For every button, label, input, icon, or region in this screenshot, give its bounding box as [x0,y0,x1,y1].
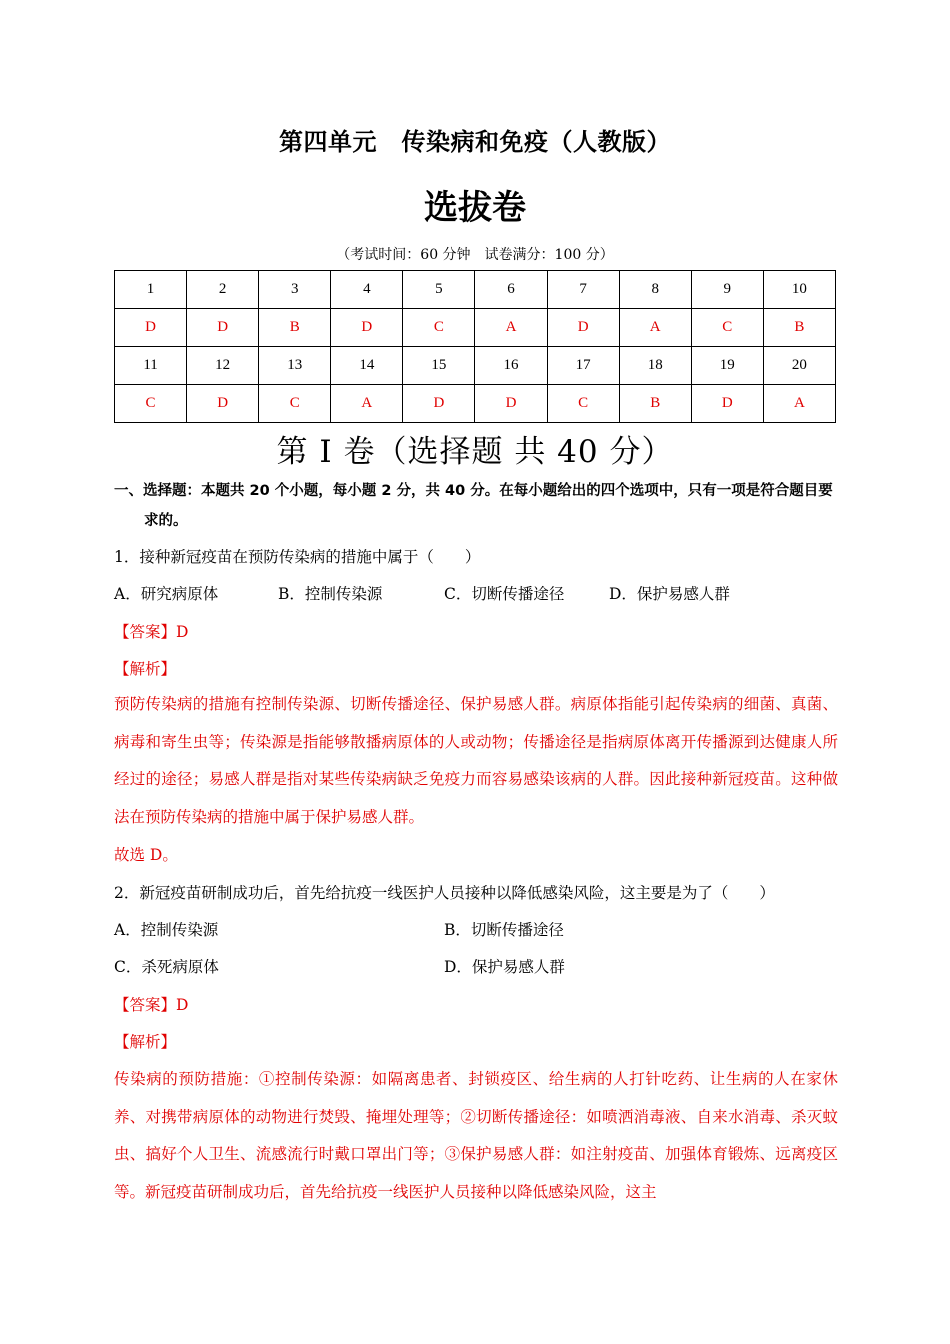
question-2-stem: 2．新冠疫苗研制成功后，首先给抗疫一线医护人员接种以降低感染风险，这主要是为了（ ） [114,884,775,902]
answer-cell: B [763,309,835,347]
question-1-conclusion: 故选 D。 [114,846,178,864]
answer-cell: A [619,309,691,347]
question-1-stem: 1．接种新冠疫苗在预防传染病的措施中属于（ ） [114,548,481,566]
question-number-cell: 18 [619,347,691,385]
answer-cell: C [403,309,475,347]
question-2-option-a: A．控制传染源 [114,921,219,939]
question-number-cell: 6 [475,271,547,309]
answer-cell: D [331,309,403,347]
question-1-analysis-label: 【解析】 [114,660,177,678]
question-number-cell: 1 [115,271,187,309]
question-number-cell: 7 [547,271,619,309]
question-1-option-b: B．控制传染源 [278,585,383,603]
question-number-cell: 15 [403,347,475,385]
answer-cell: D [187,309,259,347]
answer-table-answer-row [115,385,836,423]
answer-table-number-row [115,271,836,309]
question-number-cell: 14 [331,347,403,385]
answer-cell: A [763,385,835,423]
question-1-option-c: C．切断传播途径 [444,585,565,603]
answer-cell: D [187,385,259,423]
question-number-cell: 5 [403,271,475,309]
section-heading: 第 I 卷（选择题 共 40 分） [276,434,674,470]
question-2-option-d: D．保护易感人群 [444,958,565,976]
answer-cell: C [259,385,331,423]
answer-cell: C [547,385,619,423]
answer-cell: A [475,309,547,347]
answer-table-number-row [115,347,836,385]
question-1-option-d: D．保护易感人群 [609,585,730,603]
question-2-option-c: C．杀死病原体 [114,958,219,976]
answer-cell: D [475,385,547,423]
question-2-analysis-label: 【解析】 [114,1033,177,1051]
answer-table [114,270,836,423]
question-1-option-a: A．研究病原体 [114,585,219,603]
answer-table-answer-row [115,309,836,347]
page-subtitle: 选拔卷 [424,188,526,228]
answer-cell: D [547,309,619,347]
question-number-cell: 16 [475,347,547,385]
question-number-cell: 17 [547,347,619,385]
answer-cell: A [331,385,403,423]
question-number-cell: 3 [259,271,331,309]
question-number-cell: 8 [619,271,691,309]
answer-cell: B [259,309,331,347]
question-number-cell: 2 [187,271,259,309]
question-number-cell: 13 [259,347,331,385]
question-number-cell: 4 [331,271,403,309]
answer-cell: C [115,385,187,423]
answer-cell: C [691,309,763,347]
exam-info: （考试时间：60 分钟 试卷满分：100 分） [336,247,614,263]
answer-cell: B [619,385,691,423]
question-1-answer: 【答案】D [114,623,189,641]
section-instructions [114,476,840,536]
answer-cell: D [403,385,475,423]
question-number-cell: 9 [691,271,763,309]
question-number-cell: 11 [115,347,187,385]
question-number-cell: 20 [763,347,835,385]
question-2-option-b: B．切断传播途径 [444,921,564,939]
question-2-answer: 【答案】D [114,996,189,1014]
question-number-cell: 10 [763,271,835,309]
instructions-text: 一、选择题：本题共 20 个小题，每小题 2 分，共 40 分。在每小题给出的四个选项中，只有一项是符合题目要求的。 [114,483,833,529]
page-title: 第四单元 传染病和免疫（人教版） [279,128,671,156]
answer-cell: D [691,385,763,423]
answer-cell: D [115,309,187,347]
question-2-analysis: 传染病的预防措施：①控制传染源：如隔离患者、封锁疫区、给生病的人打针吃药、让生病的人在家休养、对携带病原体的动物进行焚毁、掩埋处理等；②切断传播途径：如喷洒消毒液、自来水消毒、杀灭蚊虫、搞好个人卫生、流感流行时戴口罩出门等；③保护易感人群：如注射疫苗、加强体育锻炼、远离疫区等。新冠疫苗研制成功后，首先给抗疫一线医护人员接种以降低感染风险，这主 [114,1070,838,1201]
question-number-cell: 12 [187,347,259,385]
question-number-cell: 19 [691,347,763,385]
question-1-analysis: 预防传染病的措施有控制传染源、切断传播途径、保护易感人群。病原体指能引起传染病的细菌、真菌、病毒和寄生虫等；传染源是指能够散播病原体的人或动物；传播途径是指病原体离开传播源到达健康人所经过的途径；易感人群是指对某些传染病缺乏免疫力而容易感染该病的人群。因此接种新冠疫苗。这种做法在预防传染病的措施中属于保护易感人群。 [114,695,838,826]
